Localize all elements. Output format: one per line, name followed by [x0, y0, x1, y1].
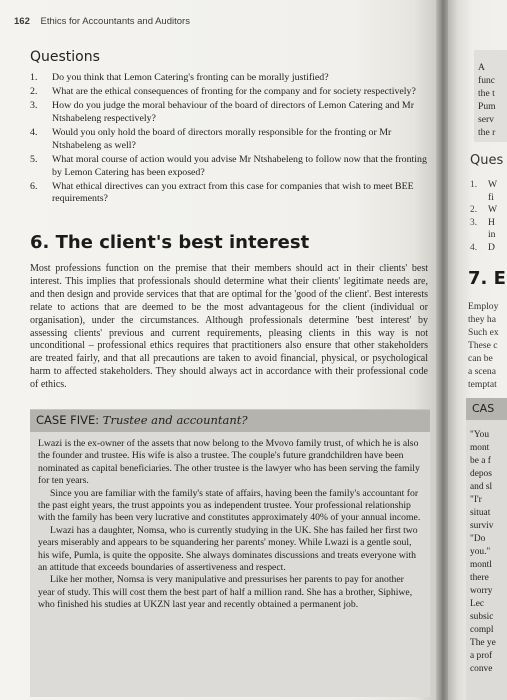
questions-list: [30, 72, 428, 208]
right-question-number: 4.: [470, 243, 478, 253]
running-head: [14, 16, 190, 27]
question-number: 3.: [30, 100, 38, 112]
right-case-line: worry: [470, 586, 493, 596]
right-case-line: you.": [470, 547, 491, 557]
right-box-line: the t: [478, 88, 495, 99]
right-box-line: func: [478, 75, 496, 86]
right-body-line: can be: [468, 353, 493, 364]
right-box-line: A: [478, 62, 485, 73]
questions-heading: Questions: [30, 49, 100, 65]
question-item: [30, 86, 428, 99]
right-questions-heading: Ques: [470, 153, 504, 168]
right-case-line: there: [470, 573, 489, 583]
right-body-line: These c: [468, 340, 498, 351]
question-text: How do you judge the moral behaviour of the board of directors of Lemon Catering and Mr Ntshabeleng respectively?: [52, 100, 414, 124]
right-case-line: subsic: [470, 612, 494, 622]
question-number: 1.: [30, 72, 38, 83]
right-page: [448, 0, 507, 700]
question-number: 4.: [30, 127, 38, 139]
right-case-line: situat: [470, 508, 491, 518]
right-question-number: 2.: [470, 205, 478, 215]
right-case-label: CAS: [466, 398, 507, 420]
right-case-line: "I'r: [470, 495, 482, 505]
right-body-line: temptat: [468, 379, 497, 390]
right-case-line: "You: [470, 430, 490, 440]
section-heading: 6. The client's best interest: [30, 232, 310, 253]
section-paragraph: Most professions function on the premise that their members should act in their clients' best interest. This implies that professionals should determine what their clients' legitimate needs are, and then design and provide services that that are optimal for the 'good of the client'. Best interests relate to actions that are deemed to be the most advantageous for the client (individual or organisation), under the circumstances. Although professionals determine 'best interest' by assessing clients' previous and current requirements, pleasing clients in this way is not unconditional – professional ethics requires that practitioners also ensure that other stakeholders are treated fairly, and that all precautions are taken to avoid financial, physical, or psychological harm to affected stakeholders. They should always act in accordance with their professional code of ethics.: [30, 263, 428, 391]
right-body-line: Such ex: [468, 327, 499, 338]
right-case-line: and sl: [470, 482, 493, 492]
right-case-line: conve: [470, 664, 493, 674]
right-body-line: they ha: [468, 314, 496, 325]
case-label: CASE FIVE:: [36, 413, 100, 427]
right-question-number: 3.: [470, 218, 478, 228]
question-item: [30, 72, 428, 85]
question-text: What ethical directives can you extract from this case for companies that wish to meet BEE requirements?: [52, 180, 414, 205]
right-box-line: serv: [478, 114, 494, 125]
question-number: 5.: [30, 153, 38, 165]
question-text: Would you only hold the board of directors morally responsible for the fronting or Mr Ntshabeleng as well?: [52, 127, 392, 151]
case-title: Trustee and accountant?: [102, 413, 248, 427]
right-body-line: Employ: [468, 301, 499, 312]
case-paragraph: Like her mother, Nomsa is very manipulative and pressurises her parents to pay for another year of study. This will cost them the best part of half a million rand. She has a brother, Siphiwe, who finished his studies at UKZN last year and recently obtained a permanent job.: [38, 574, 413, 611]
right-case-line: compl: [470, 625, 494, 635]
case-paragraph: Since you are familiar with the family's state of affairs, having been the family's accountant for the past eight years, the trust appoints you as independent trustee. Your professional relationship with the family has been very lucrative and constitutes approximately 40% of your annual income.: [38, 487, 421, 524]
question-number: 2.: [30, 86, 38, 98]
right-question-text: in: [488, 229, 496, 240]
right-case-line: montl: [470, 560, 492, 570]
question-item: [30, 181, 428, 206]
right-question-text: W: [488, 179, 498, 190]
right-case-line: The ye: [470, 638, 496, 648]
question-text: What are the ethical consequences of fronting for the company and for society respectively?: [52, 86, 416, 98]
question-item: [30, 100, 428, 125]
right-case-line: "Do: [470, 534, 486, 544]
question-text: What moral course of action would you advise Mr Ntshabeleng to follow now that the fronting by Lemon Catering has been exposed?: [52, 153, 427, 178]
right-body-line: a scena: [468, 366, 496, 377]
right-box-line: the r: [478, 127, 496, 138]
right-case-line: a prof: [470, 651, 493, 661]
right-case-line: Lec: [470, 599, 485, 609]
right-question-text: W: [488, 204, 498, 215]
right-case-line: be a f: [470, 456, 491, 466]
right-question-number: 1.: [470, 180, 478, 190]
case-body: [30, 432, 430, 612]
page-number: 162: [14, 16, 30, 27]
right-question-text: D: [488, 242, 495, 253]
question-number: 6.: [30, 180, 38, 192]
question-item: [30, 154, 428, 179]
right-question-text: H: [488, 217, 495, 228]
book-title: Ethics for Accountants and Auditors: [40, 16, 190, 27]
right-box-line: Pum: [478, 101, 496, 112]
case-paragraph: Lwazi is the ex-owner of the assets that now belong to the Mvovo family trust, of which he is also the founder and trustee. His wife is also a trustee. The couple's future grandchildren have been nominated as capital beneficiaries. The other trustee is the lawyer who has been serving the family for ten years.: [38, 438, 420, 487]
case-paragraph: Lwazi has a daughter, Nomsa, who is currently studying in the UK. She has failed her first two years miserably and appears to be squandering her parents' money. While Lwazi is a gentle soul, his wife, Pumla, is quite the opposite. She always dominates discussions and treats everyone with an attitude that exceeds boundaries of assertiveness and respect.: [38, 524, 418, 574]
right-case-line: surviv: [470, 521, 494, 531]
question-text: Do you think that Lemon Catering's fronting can be morally justified?: [52, 72, 329, 83]
right-section-heading: 7. E: [468, 268, 506, 289]
right-question-text: fi: [488, 192, 494, 203]
right-case-line: mont: [470, 443, 490, 453]
question-item: [30, 127, 428, 152]
right-case-line: depos: [470, 469, 492, 479]
case-box: [30, 409, 430, 697]
case-title-bar: [30, 410, 430, 432]
